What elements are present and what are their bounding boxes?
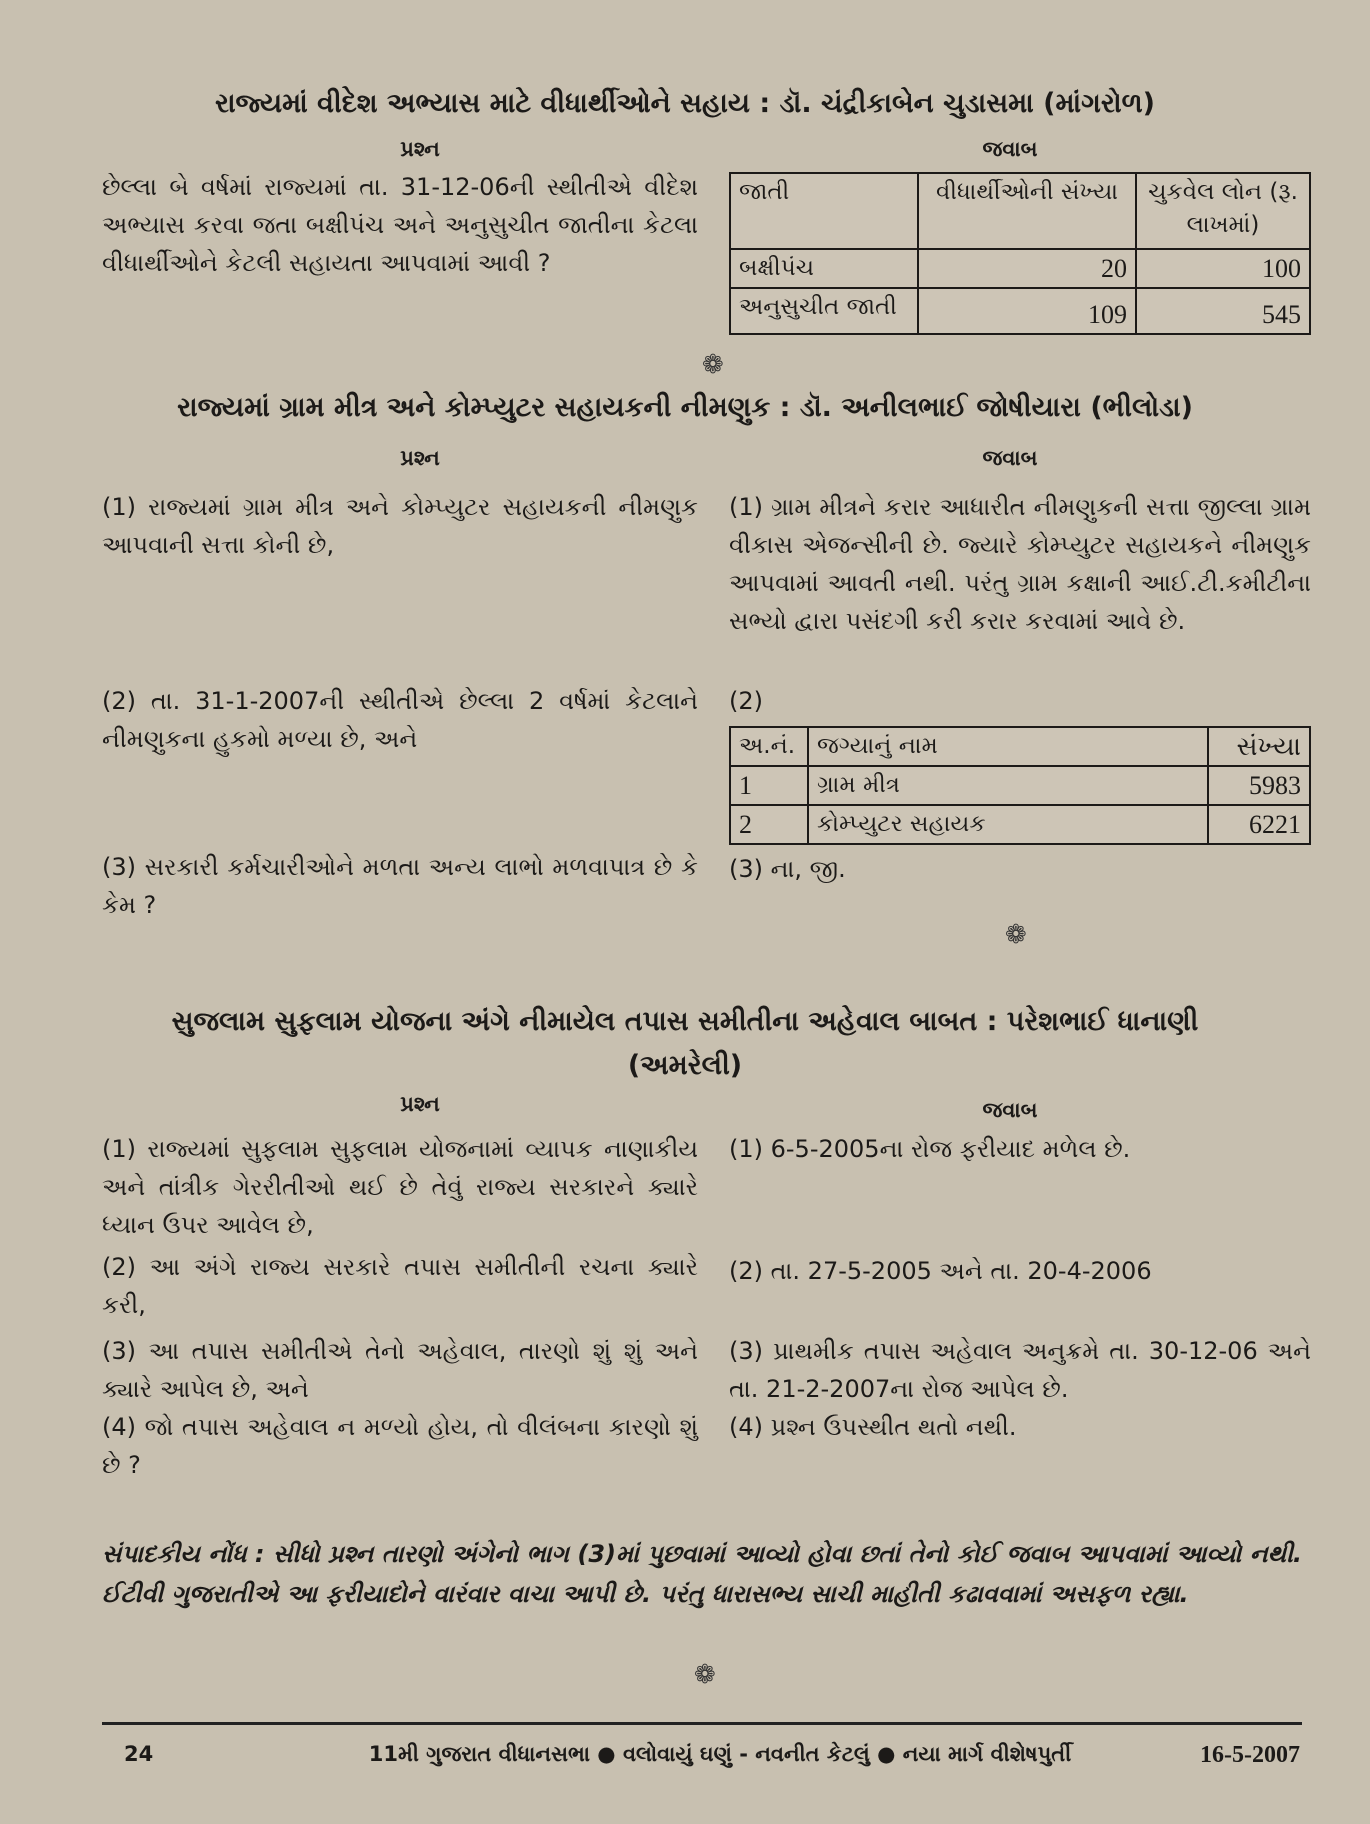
table-cell: 109	[918, 288, 1136, 334]
table-header-cell: ચુકવેલ લોન (રૂ. લાખમાં)	[1136, 173, 1310, 249]
table-cell: ગ્રામ મીત્ર	[808, 766, 1208, 805]
section3-heading-line1: સુજલામ સુફલામ યોજના અંગે નીમાયેલ તપાસ સમીતીના અહેવાલ બાબત : પરેશભાઈ ધાનાણી	[171, 1006, 1199, 1037]
section3-answer-label: જવાબ	[982, 1098, 1038, 1122]
editorial-note-text: સીધો પ્રશ્ન તારણો અંગેનો ભાગ (3)માં પુછવામાં આવ્યો હોવા છતાં તેનો કોઈ જવાબ આપવામાં આવ્યો નથી. ઈટીવી ગુજરાતીએ આ ફરીયાદોને વારંવાર વાચા આપી છે. પરંતુ ધારાસભ્ય સાચી માહીતી કઢાવવામાં અસફળ રહ્યા.	[102, 1540, 1303, 1608]
table-header-cell: વીધાર્થીઓની સંખ્યા	[918, 173, 1136, 249]
table-row	[730, 805, 1310, 844]
table-cell: 20	[918, 249, 1136, 288]
section2-answer-2: (2)	[729, 687, 763, 715]
separator-icon: ❁	[1005, 920, 1027, 950]
section2-heading: રાજ્યમાં ગ્રામ મીત્ર અને કોમ્પ્યુટર સહાયકની નીમણુક : ડૉ. અનીલભાઈ જોષીયારા (ભીલોડા)	[177, 392, 1193, 423]
table-header-cell: સંખ્યા	[1208, 727, 1310, 766]
section3-question-label: પ્રશ્ન	[400, 1092, 440, 1116]
table-cell: 6221	[1208, 805, 1310, 844]
table-header-cell: જગ્યાનું નામ	[808, 727, 1208, 766]
table-row	[730, 249, 1310, 288]
section3-answer-3: (3) પ્રાથમીક તપાસ અહેવાલ અનુક્રમે તા. 30-12-06 અને તા. 21-2-2007ના રોજ આપેલ છે.	[729, 1337, 1311, 1403]
section3-answer-1: (1) 6-5-2005ના રોજ ફરીયાદ મળેલ છે.	[729, 1135, 1131, 1163]
table-cell: અનુસુચીત જાતી	[730, 288, 918, 334]
page-number: 24	[124, 1742, 154, 1766]
section2-answer-label: જવાબ	[982, 446, 1038, 470]
section1-heading: રાજ્યમાં વીદેશ અભ્યાસ માટે વીધાર્થીઓને સહાય : ડૉ. ચંદ્રીકાબેન ચુડાસમા (માંગરોળ)	[214, 88, 1155, 119]
table-cell: કોમ્પ્યુટર સહાયક	[808, 805, 1208, 844]
section2-table	[729, 726, 1311, 845]
table-cell: બક્ષીપંચ	[730, 249, 918, 288]
table-row	[730, 288, 1310, 334]
section3-answer-4: (4) પ્રશ્ન ઉપસ્થીત થતો નથી.	[729, 1413, 1017, 1441]
footer-title: 11મી ગુજરાત વીધાનસભા ● વલોવાયું ઘણું - નવનીત કેટલું ● નયા માર્ગ વીશેષપુર્તી	[368, 1742, 1072, 1766]
section3-answer-2: (2) તા. 27-5-2005 અને તા. 20-4-2006	[729, 1257, 1152, 1285]
section1-answer-label: જવાબ	[982, 137, 1038, 161]
section1-question: છેલ્લા બે વર્ષમાં રાજ્યમાં તા. 31-12-06ની સ્થીતીએ વીદેશ અભ્યાસ કરવા જતા બક્ષીપંચ અને અનુસુચીત જાતીના કેટલા વીધાર્થીઓને કેટલી સહાયતા આપવામાં આવી ?	[102, 173, 698, 277]
section2-question-2: (2) તા. 31-1-2007ની સ્થીતીએ છેલ્લા 2 વર્ષમાં કેટલાને નીમણુકના હુકમો મળ્યા છે, અને	[102, 687, 698, 753]
table-cell: 545	[1136, 288, 1310, 334]
table-cell: 2	[730, 805, 808, 844]
section2-answer-1: (1) ગ્રામ મીત્રને કરાર આધારીત નીમણુકની સત્તા જીલ્લા ગ્રામ વીકાસ એજન્સીની છે. જ્યારે કોમ્પ્યુટર સહાયકને નીમણુક આપવામાં આવતી નથી. પરંતુ ગ્રામ કક્ષાની આઈ.ટી.કમીટીના સભ્યો દ્વારા પસંદગી કરી કરાર કરવામાં આવે છે.	[729, 493, 1311, 635]
table-header-cell: જાતી	[730, 173, 918, 249]
table-row	[730, 766, 1310, 805]
table-cell: 100	[1136, 249, 1310, 288]
table-cell: 5983	[1208, 766, 1310, 805]
section3-question-1: (1) રાજ્યમાં સુફલામ સુફલામ યોજનામાં વ્યાપક નાણાકીય અને તાંત્રીક ગેરરીતીઓ થઈ છે તેવું રાજ્ય સરકારને ક્યારે ધ્યાન ઉપર આવેલ છે,	[102, 1135, 698, 1239]
table-cell: 1	[730, 766, 808, 805]
table-header-row	[730, 173, 1310, 249]
section2-question-3: (3) સરકારી કર્મચારીઓને મળતા અન્ય લાભો મળવાપાત્ર છે કે કેમ ?	[102, 853, 698, 919]
footer-rule	[102, 1722, 1302, 1725]
table-header-cell: અ.નં.	[730, 727, 808, 766]
editorial-note-label: સંપાદકીય નોંધ :	[102, 1540, 265, 1568]
section2-question-1: (1) રાજ્યમાં ગ્રામ મીત્ર અને કોમ્પ્યુટર સહાયકની નીમણુક આપવાની સત્તા કોની છે,	[102, 493, 698, 559]
section2-question-label: પ્રશ્ન	[400, 446, 440, 470]
section1-question-label: પ્રશ્ન	[400, 137, 440, 161]
section1-table	[729, 172, 1311, 335]
section3-question-3: (3) આ તપાસ સમીતીએ તેનો અહેવાલ, તારણો શું શું અને ક્યારે આપેલ છે, અને	[102, 1337, 698, 1403]
section3-heading-line2: (અમરેલી)	[627, 1050, 743, 1081]
footer-date: 16-5-2007	[1200, 1742, 1300, 1768]
section3-question-4: (4) જો તપાસ અહેવાલ ન મળ્યો હોય, તો વીલંબના કારણો શું છે ?	[102, 1413, 698, 1479]
separator-icon: ❁	[702, 350, 724, 380]
section3-question-2: (2) આ અંગે રાજ્ય સરકારે તપાસ સમીતીની રચના ક્યારે કરી,	[102, 1253, 698, 1319]
separator-icon: ❁	[694, 1660, 716, 1690]
table-header-row	[730, 727, 1310, 766]
section2-answer-3: (3) ના, જી.	[729, 855, 846, 883]
editorial-note	[102, 1534, 1302, 1614]
